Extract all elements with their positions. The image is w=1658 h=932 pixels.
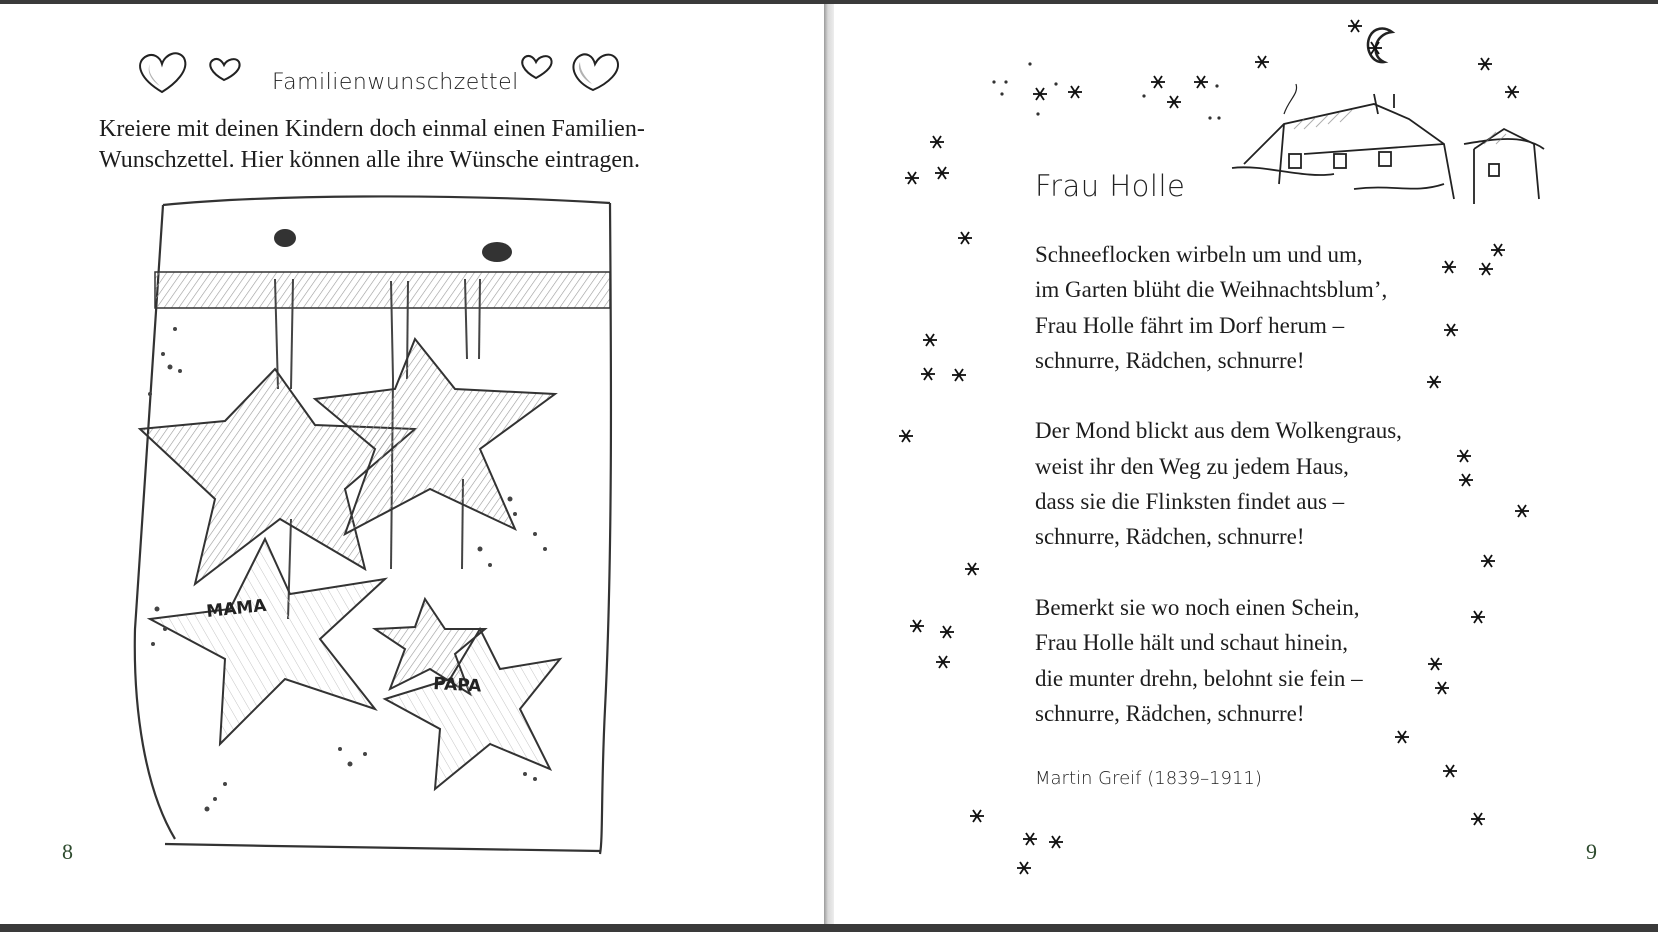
poem-line: Der Mond blickt aus dem Wolkengraus, (1035, 418, 1402, 444)
poem-line: im Garten blüht die Weihnachtsblum’, (1035, 277, 1388, 303)
poem-line: Frau Holle hält und schaut hinein, (1035, 630, 1348, 656)
intro-line: Wunschzettel. Hier können alle ihre Wünsche eintragen. (99, 147, 641, 173)
poem-line: weist ihr den Weg zu jedem Haus, (1035, 453, 1349, 479)
poem-line: Bemerkt sie wo noch einen Schein, (1035, 594, 1360, 620)
intro-text (99, 114, 739, 176)
poem-author: Martin Greif (1839–1911) (1035, 768, 1262, 789)
poem-line: dass sie die Flinksten findet aus – (1035, 489, 1345, 515)
book-spine (824, 4, 834, 924)
heart-icon (140, 53, 185, 92)
star-label-mama: MAMA (205, 595, 268, 622)
stanza (1035, 590, 1402, 731)
heart-icon (210, 59, 239, 80)
house-icon (1232, 84, 1544, 204)
page-number-left: 8 (62, 839, 73, 864)
poem-line: schnurre, Rädchen, schnurre! (1035, 347, 1305, 373)
heart-icon (522, 56, 551, 78)
poem-line: schnurre, Rädchen, schnurre! (1035, 700, 1305, 726)
stanza (1035, 413, 1402, 554)
left-page (0, 4, 824, 924)
page-title: Familienwunschzettel (272, 70, 519, 95)
poem-line: Frau Holle fährt im Dorf herum – (1035, 312, 1345, 338)
stanza (1035, 237, 1402, 378)
wish-list-illustration (115, 189, 635, 889)
poem-line: die munter drehn, belohnt sie fein – (1035, 665, 1363, 691)
intro-line: Kreiere mit deinen Kindern doch einmal einen Familien- (99, 116, 645, 142)
heart-icon (573, 54, 618, 90)
page-number-right: 9 (1586, 839, 1597, 864)
star-label-papa: PAPA (432, 674, 482, 697)
right-page (834, 4, 1658, 924)
moon-icon (1368, 29, 1392, 63)
poem (1035, 237, 1402, 766)
poem-line: schnurre, Rädchen, schnurre! (1035, 524, 1305, 550)
poem-line: Schneeflocken wirbeln um und um, (1035, 242, 1363, 267)
poem-title: Frau Holle (1035, 169, 1186, 203)
